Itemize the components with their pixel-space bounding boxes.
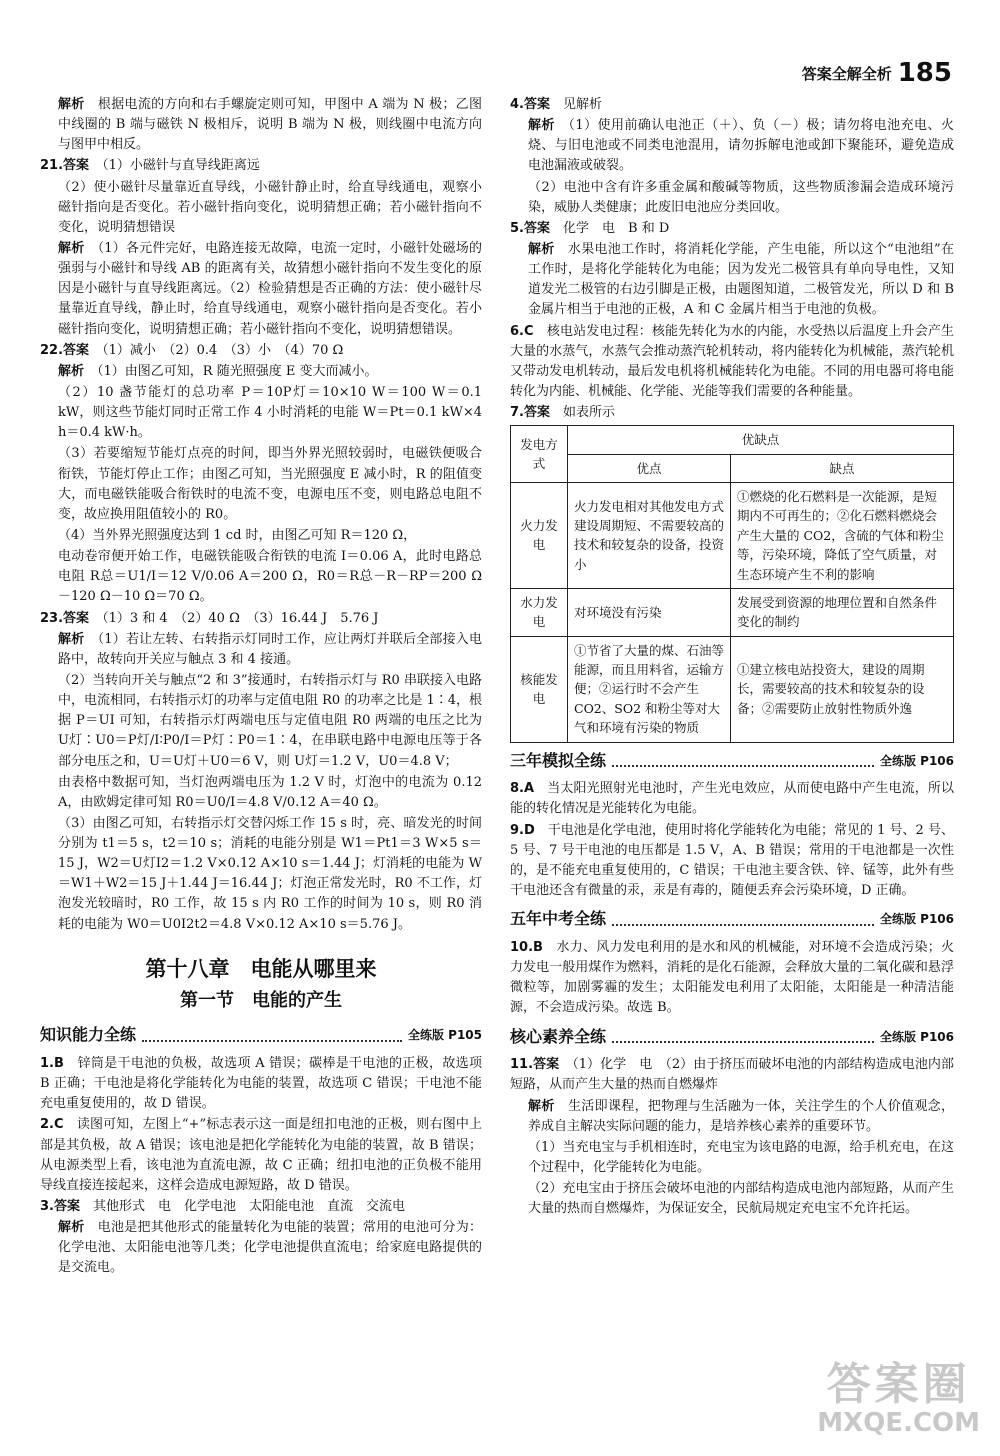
q21-analysis: 解析 （1）各元件完好，电路连接无故障，电流一定时，小磁针处磁场的强弱与小磁针和导线 AB 的距离有关，故猜想小磁针指向不发生变化的原因是小磁针与直导线距离远。（2）检验猜想是否正确的方法：使小磁针尽量靠近直导线，静止时，给直导线通电，观察小磁针指向是否变化。若小磁针指向变化，说明猜想正确；若小磁针指向不变化，说明猜想错误。 bbox=[58, 240, 482, 337]
table-row bbox=[511, 483, 954, 589]
section-bar-title: 知识能力全练 bbox=[40, 1025, 137, 1045]
dotted-leader bbox=[612, 1031, 874, 1043]
section-bar-title: 核心素养全练 bbox=[510, 1026, 607, 1046]
table-cell-type: 火力发电 bbox=[511, 483, 568, 589]
chapter-title: 第十八章 电能从哪里来 bbox=[145, 956, 377, 981]
table-header-type: 发电方式 bbox=[511, 426, 568, 483]
q5-analysis: 解析 水果电池工作时，将消耗化学能，产生电能，所以这个“电池组”在工作时，是将化学能转化为电能；因为发光二极管具有单向导电性，又知道发光二极管的右边引脚是正极，由题图知道，二极管发光，所以 D 和 B 金属片相当于电池的正极，A 和 C 金属片相当于电池的负极。 bbox=[528, 241, 954, 318]
q21-answer: 21.答案 （1）小磁针与直导线距离远 bbox=[40, 158, 260, 174]
table-cell-con: ①燃烧的化石燃料是一次能源，是短期内不可再生的；②化石燃料燃烧会产生大量的 CO2，含硫的气体和粉尘等，污染环境，降低了空气质量，对生态环境产生不利的影响 bbox=[731, 483, 954, 589]
q23-analysis-1: 解析 （1）若让左转、右转指示灯同时工作，应让两灯并联后全部接入电路中，故转向开关应与触点 3 和 4 接通。 bbox=[58, 631, 482, 667]
q8: 8.A 当太阳光照射光电池时，产生光电效应，从而使电路中产生电流，所以能的转化情况是光能转化为电能。 bbox=[510, 781, 954, 817]
q3-analysis: 解析 电池是把其他形式的能量转化为电能的装置；常用的电池可分为：化学电池、太阳能电池等几类；化学电池提供直流电；给家庭电路提供的是交流电。 bbox=[58, 1220, 482, 1276]
section-bar-knowledge bbox=[40, 1023, 482, 1048]
q20-analysis: 解析 根据电流的方向和右手螺旋定则可知，甲图中 A 端为 N 极；乙图中线圈的 B 端与磁铁 N 极相斥，说明 B 端为 N 极，则线圈中电流方向与图甲中相反。 bbox=[58, 97, 482, 153]
q7-answer: 7.答案 如表所示 bbox=[510, 405, 616, 421]
q4-analysis-2: （2）电池中含有许多重金属和酸碱等物质，这些物质渗漏会造成环境污染，威胁人类健康；此废旧电池应分类回收。 bbox=[528, 179, 954, 215]
watermark-line2: MXQE.COM bbox=[817, 1408, 980, 1439]
section-bar-ref: 全练版 P106 bbox=[879, 912, 954, 927]
header-title: 答案全解全析 bbox=[801, 64, 892, 83]
section-bar-title: 五年中考全练 bbox=[510, 909, 607, 929]
q22-analysis-2: （2）10 盏节能灯的总功率 P＝10P灯＝10×10 W＝100 W＝0.1 kW，则这些节能灯同时正常工作 4 小时消耗的电能 W＝Pt＝0.1 kW×4 h＝0.4 kW·h。 bbox=[58, 384, 482, 441]
q9: 9.D 干电池是化学电池，使用时将化学能转化为电能；常见的 1 号、2 号、5 号、7 号干电池的电压都是 1.5 V，A、B 错误；常用的干电池都是一次性的，是不能充电重复使用的，C 错误；干电池主要含铁、锌、锰等，此外有些干电池还含有微量的汞，汞是有毒的，随便丢弃会污染环境，D 正确。 bbox=[510, 822, 954, 898]
q22-answer: 22.答案 （1）减小 （2）0.4 （3）小 （4）70 Ω bbox=[40, 342, 344, 358]
power-generation-table bbox=[510, 425, 954, 742]
q10: 10.B 水力、风力发电利用的是水和风的机械能，对环境不会造成污染；火力发电一般用煤作为燃料，消耗的是化石能源，会释放大量的二氧化碳和悬浮微粒等，加剧雾霾的发生；太阳能发电利用了太阳能，太阳能是一种清洁能源，不会造成污染。故选 B。 bbox=[510, 939, 954, 1016]
page-header bbox=[802, 60, 952, 86]
q5-answer: 5.答案 化学 电 B 和 D bbox=[510, 220, 670, 236]
q1: 1.B 锌筒是干电池的负极，故选项 A 错误；碳棒是干电池的正极，故选项 B 正确；干电池是将化学能转化为电能的装置，故选项 C 错误；干电池不能充电重复使用的，故 D 错误。 bbox=[40, 1056, 482, 1112]
dotted-leader bbox=[142, 1030, 402, 1042]
q11-analysis-3: （2）充电宝由于挤压会破坏电池的内部结构造成电池内部短路，从而产生大量的热而自燃爆炸，为保证安全，民航局规定充电宝不允许托运。 bbox=[528, 1181, 954, 1217]
table-cell-con: 发展受到资源的地理位置和自然条件变化的制约 bbox=[731, 588, 954, 636]
section-bar-three-year bbox=[510, 749, 954, 774]
section-bar-ref: 全练版 P105 bbox=[407, 1028, 482, 1043]
left-column bbox=[40, 95, 482, 1280]
table-cell-type: 水力发电 bbox=[511, 588, 568, 636]
watermark bbox=[817, 1361, 980, 1438]
q11-analysis-2: （1）当充电宝与手机相连时，充电宝为该电路的电源，给手机充电，在这个过程中，化学能转化为电能。 bbox=[528, 1139, 954, 1175]
q3-answer: 3.答案 其他形式 电 化学电池 太阳能电池 直流 交流电 bbox=[40, 1198, 406, 1214]
dotted-leader bbox=[612, 755, 874, 767]
watermark-line1: 答案圈 bbox=[826, 1359, 971, 1411]
q4-analysis-1: 解析 （1）使用前确认电池正（＋）、负（－）极；请勿将电池充电、火烧、与旧电池或不同类电池混用，请勿拆解电池或卸下聚能环，避免造成电池漏液或破裂。 bbox=[528, 118, 954, 174]
section-bar-title: 三年模拟全练 bbox=[510, 750, 607, 770]
table-row bbox=[511, 588, 954, 636]
q22-analysis-1: 解析 （1）由图乙可知，R 随光照强度 E 变大而减小。 bbox=[58, 363, 378, 379]
q2: 2.C 读图可知，左图上“+”标志表示这一面是纽扣电池的正极，则右图中上部是其负极，故 A 错误；该电池是把化学能转化为电能的装置，故 B 错误；从电源类型上看，该电池为直流电源，故 C 正确；纽扣电池的正负极不能用导线直接连接起来，这样会造成电源短路，故 D 错误。 bbox=[40, 1117, 482, 1193]
q21-answer-2: （2）使小磁针尽量靠近直导线，小磁针静止时，给直导线通电，观察小磁针指向是否变化。若小磁针指向变化，说明猜想正确；若小磁针指向不变化，说明猜想错误 bbox=[58, 179, 482, 235]
q11-analysis-1: 解析 生活即课程，把物理与生活融为一体，关注学生的个人价值观念，养成自主解决实际问题的能力，是培养核心素养的重要环节。 bbox=[528, 1098, 954, 1134]
section-bar-ref: 全练版 P106 bbox=[879, 753, 954, 768]
table-cell-type: 核能发电 bbox=[511, 636, 568, 742]
right-column bbox=[510, 95, 954, 1220]
table-cell-con: ①建立核电站投资大，建设的周期长，需要较高的技术和较复杂的设备；②需要防止放射性物质外逸 bbox=[731, 636, 954, 742]
page-number: 185 bbox=[897, 58, 952, 88]
section-bar-five-year bbox=[510, 907, 954, 932]
q23-analysis-2: （2）当转向开关与触点“2 和 3”接通时，右转指示灯与 R0 串联接入电路中，电流相同，右转指示灯的功率与定值电阻 R0 的功率之比是 1∶4，根据 P＝UI 可知，右转指示灯两端电压与定值电阻 R0 两端的电压之比为 U灯∶U0＝P灯/I∶P0/I＝P灯∶P0＝1∶4，在串联电路中电源电压等于各部分电压之和，U＝U灯＋U0＝6 V，则 U灯＝1.2 V，U0＝4.8 V； bbox=[58, 672, 482, 769]
table-header-pro: 优点 bbox=[568, 454, 731, 482]
section-bar-ref: 全练版 P106 bbox=[879, 1029, 954, 1044]
table-header-group: 优缺点 bbox=[568, 426, 954, 454]
q22-analysis-5: 电动卷帘便开始工作，电磁铁能吸合衔铁的电流 I＝0.06 A，此时电路总电阻 R总＝U1/I＝12 V/0.06 A＝200 Ω，R0＝R总－R－RP＝200 Ω－120 Ω－10 Ω＝70 Ω。 bbox=[58, 549, 482, 605]
table-header-row bbox=[511, 426, 954, 454]
q22-analysis-3: （3）若要缩短节能灯点亮的时间，即当外界光照较弱时，电磁铁便吸合衔铁，节能灯停止工作；由图乙可知，当光照强度 E 减小时，R 的阻值变大，而电磁铁能吸合衔铁时的电流不变，电源电压不变，则电路总电阻不变，故应换用阻值较小的 R0。 bbox=[58, 446, 482, 522]
q4-answer: 4.答案 见解析 bbox=[510, 97, 603, 112]
q6: 6.C 核电站发电过程：核能先转化为水的内能，水受热以后温度上升会产生大量的水蒸气，水蒸气会推动蒸汽轮机转动，将内能转化为机械能，蒸汽轮机又带动发电机转动，最后发电机将机械能转化为电能。不同的用电器可将电能转化为内能、机械能、化学能、光能等我们需要的各种能量。 bbox=[510, 323, 954, 399]
q23-analysis-3: 由表格中数据可知，当灯泡两端电压为 1.2 V 时，灯泡中的电流为 0.12 A，由欧姆定律可知 R0＝U0/I＝4.8 V/0.12 A＝40 Ω。 bbox=[58, 774, 482, 810]
section-bar-core bbox=[510, 1025, 954, 1050]
table-header-con: 缺点 bbox=[731, 454, 954, 482]
q11-answer: 11.答案 （1）化学 电 （2）由于挤压而破坏电池的内部结构造成电池内部短路，从而产生大量的热而自燃爆炸 bbox=[510, 1057, 954, 1093]
section-title: 第一节 电能的产生 bbox=[180, 990, 342, 1012]
q22-analysis-4: （4）当外界光照强度达到 1 cd 时，由图乙可知 R＝120 Ω， bbox=[58, 527, 417, 543]
q23-analysis-4: （3）由图乙可知，右转指示灯交替闪烁工作 15 s 时，亮、暗发光的时间分别为 t1＝5 s，t2＝10 s；消耗的电能分别是 W1＝Pt1＝3 W×5 s＝15 J，W2＝U灯I2＝1.2 V×0.12 A×10 s＝1.44 J；灯消耗的电能为 W＝W1＋W2＝15 J＋1.44 J＝16.44 J；灯泡正常发光时，R0 不工作，灯泡发光较暗时，R0 工作，故 15 s 内 R0 工作的时间为 10 s，则 R0 消耗的电能为 W0＝U0I2t2＝4.8 V×0.12 A×10 s＝5.76 J。 bbox=[58, 815, 482, 932]
q23-answer: 23.答案 （1）3 和 4 （2）40 Ω （3）16.44 J 5.76 J bbox=[40, 610, 379, 626]
table-cell-pro: 对环境没有污染 bbox=[568, 588, 731, 636]
dotted-leader bbox=[612, 914, 874, 926]
table-cell-pro: 火力发电相对其他发电方式建设周期短、不需要较高的技术和较复杂的设备，投资小 bbox=[568, 483, 731, 589]
table-cell-pro: ①节省了大量的煤、石油等能源，而且用料省，运输方便；②运行时不会产生 CO2、SO2 和粉尘等对大气和环境有污染的物质 bbox=[568, 636, 731, 742]
table-subheader-row bbox=[511, 454, 954, 482]
table-row bbox=[511, 636, 954, 742]
